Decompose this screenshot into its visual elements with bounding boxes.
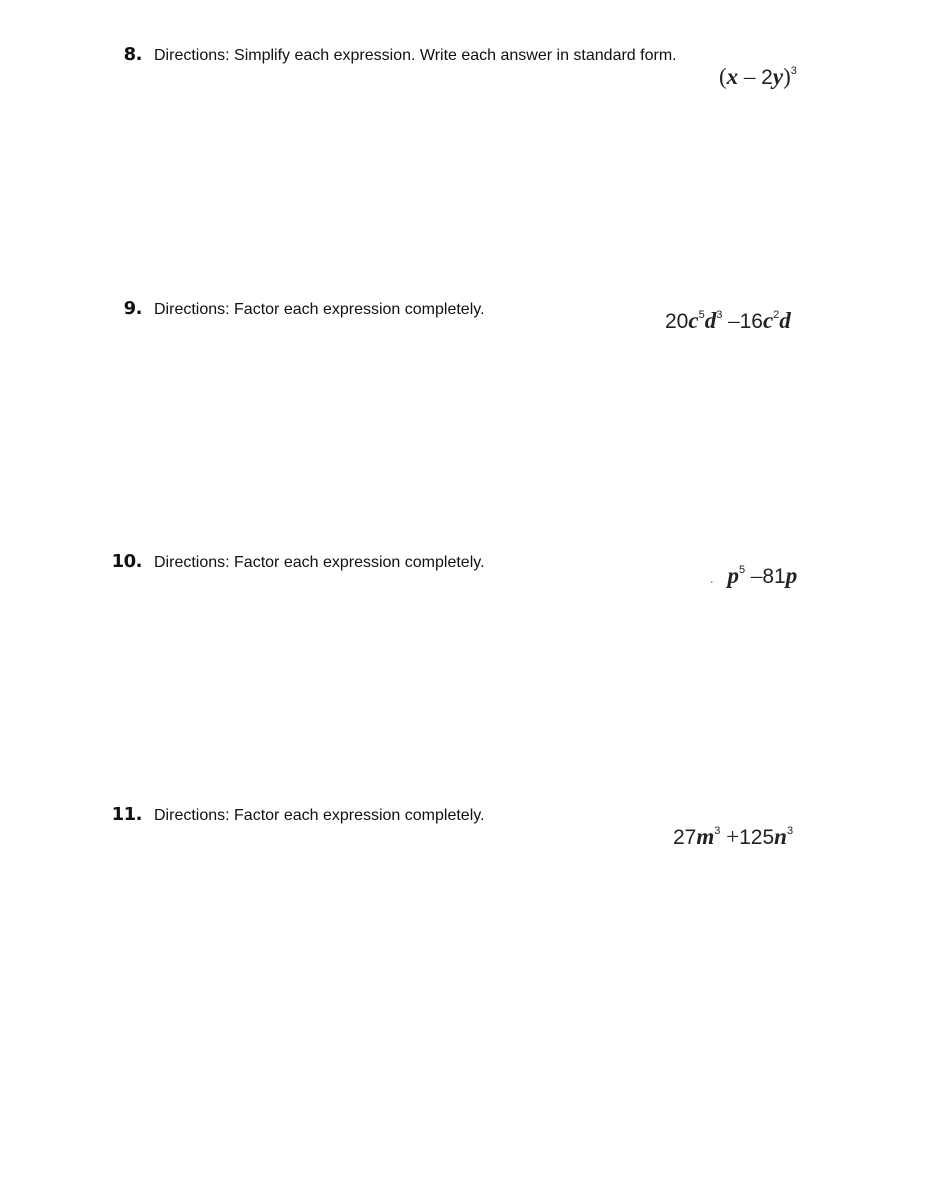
question-directions: Directions: Factor each expression completely. <box>154 554 485 571</box>
math-expression: $20c^5d^3$ $-16c^2d$ <box>665 308 791 333</box>
question-number: 8. <box>123 44 142 65</box>
math-expression: . $p^5$ –81p <box>710 563 798 588</box>
question-directions: Directions: Factor each expression completely. <box>154 807 485 824</box>
math-expression: (x – 2y)$^3$ <box>719 64 797 89</box>
question-directions: Directions: Simplify each expression. Write each answer in standard form. <box>154 47 677 64</box>
question-directions: Directions: Factor each expression completely. <box>154 301 485 318</box>
question-number: 10. <box>111 551 142 572</box>
question-number: 11. <box>111 804 142 825</box>
math-expression: $27m^3 +125n^3$ <box>673 824 794 849</box>
question-number: 9. <box>123 298 142 319</box>
